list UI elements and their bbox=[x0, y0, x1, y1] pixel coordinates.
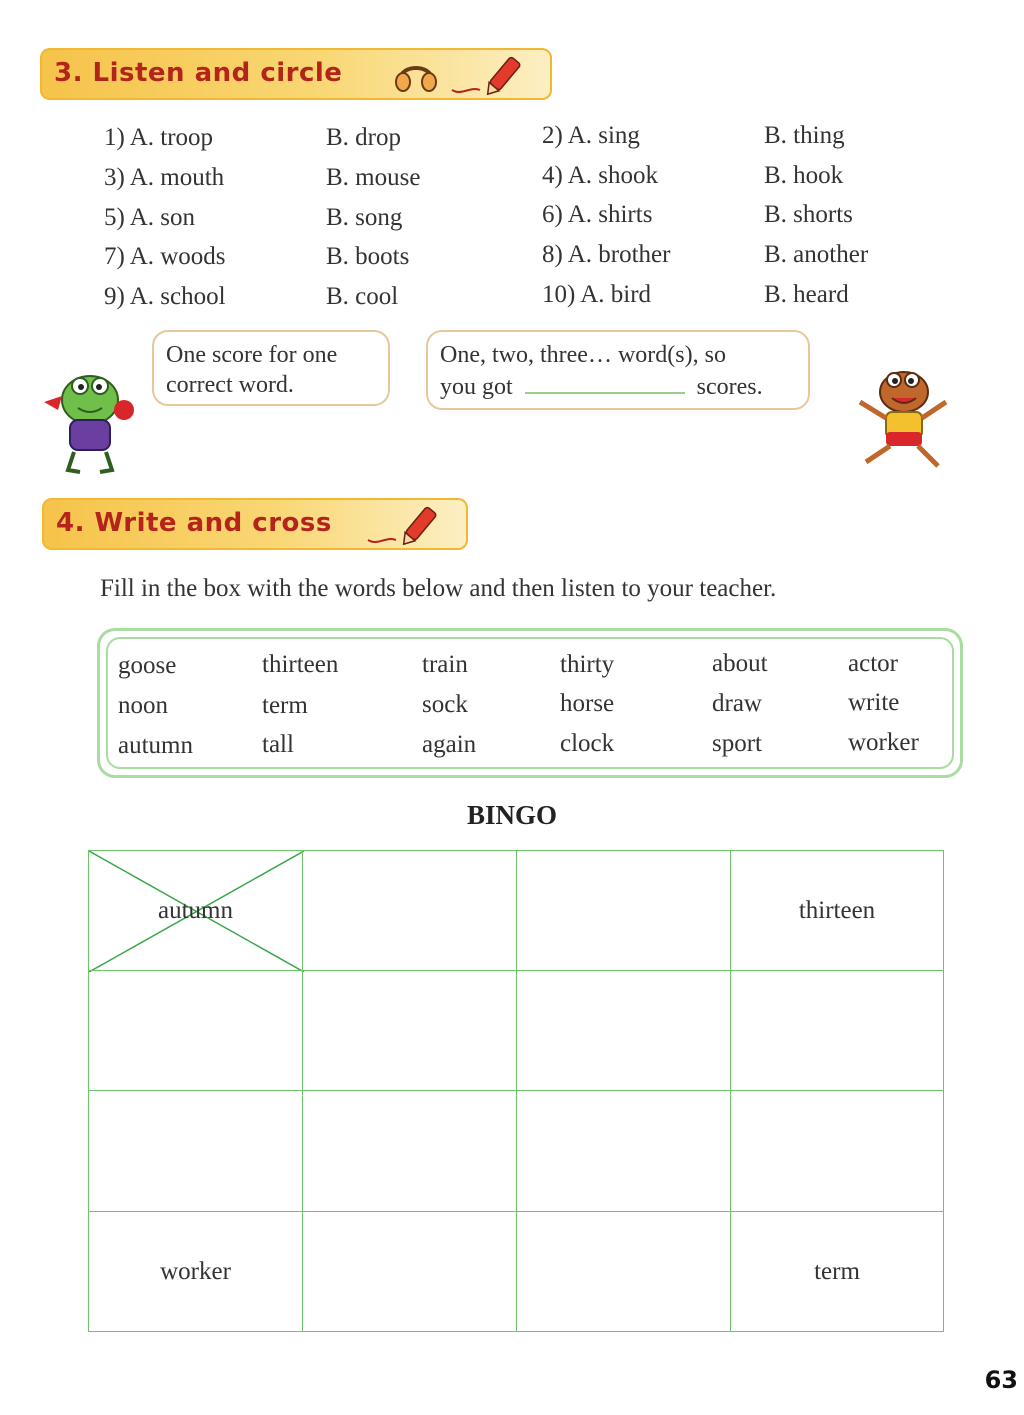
word-item: noon bbox=[118, 692, 168, 719]
word-item: again bbox=[422, 731, 477, 758]
page-number: 63 bbox=[984, 1366, 1018, 1394]
bingo-cell-crossed[interactable] bbox=[88, 850, 303, 971]
score-result-prefix: you got bbox=[440, 374, 513, 400]
bingo-cell[interactable] bbox=[302, 1211, 517, 1332]
section-4-header bbox=[42, 498, 468, 550]
word-item: sport bbox=[712, 730, 762, 757]
list-item: B. thing bbox=[764, 122, 845, 149]
pencil-icon bbox=[364, 500, 444, 548]
pencil-icon bbox=[448, 50, 528, 98]
word-item: clock bbox=[560, 730, 615, 757]
score-result-suffix: scores. bbox=[696, 374, 763, 400]
bingo-cell[interactable] bbox=[516, 1211, 731, 1332]
word-item: autumn bbox=[118, 732, 193, 759]
bingo-cell[interactable] bbox=[516, 850, 731, 971]
bingo-cell[interactable] bbox=[302, 970, 517, 1091]
word-item: worker bbox=[848, 729, 919, 756]
headphones-icon bbox=[392, 54, 440, 96]
word-item: write bbox=[848, 689, 900, 716]
list-item: 4) A. shook bbox=[542, 162, 658, 189]
list-item: 1) A. troop bbox=[104, 124, 214, 151]
list-item: B. cool bbox=[326, 283, 399, 310]
list-item: 3) A. mouth bbox=[104, 164, 225, 191]
word-item: horse bbox=[560, 690, 615, 717]
bingo-cell[interactable] bbox=[516, 1090, 731, 1212]
list-item: 2) A. sing bbox=[542, 122, 640, 149]
list-item: B. another bbox=[764, 241, 869, 268]
bingo-cell[interactable] bbox=[730, 1211, 944, 1332]
bingo-cell-text: thirteen bbox=[798, 896, 876, 924]
bingo-cell[interactable] bbox=[730, 970, 944, 1091]
bingo-cell[interactable] bbox=[302, 850, 517, 971]
word-item: tall bbox=[262, 731, 294, 758]
bingo-cell[interactable] bbox=[516, 970, 731, 1091]
bingo-cell-text: autumn bbox=[158, 896, 233, 924]
frog-mascot-icon bbox=[40, 360, 140, 478]
score-result-bubble bbox=[426, 330, 810, 410]
word-item: term bbox=[262, 692, 308, 719]
list-item: B. heard bbox=[764, 281, 849, 308]
list-item: B. boots bbox=[326, 243, 410, 270]
jumping-frog-icon bbox=[846, 362, 958, 474]
bingo-cell[interactable] bbox=[302, 1090, 517, 1212]
list-item: 8) A. brother bbox=[542, 241, 671, 268]
word-item: goose bbox=[118, 652, 177, 679]
list-item: B. mouse bbox=[326, 164, 421, 191]
word-box bbox=[97, 628, 963, 778]
bingo-cell[interactable] bbox=[88, 1090, 303, 1212]
list-item: B. hook bbox=[764, 162, 844, 189]
list-item: 9) A. school bbox=[104, 283, 226, 310]
bingo-grid bbox=[88, 850, 944, 1332]
score-note-line1: One score for one bbox=[166, 342, 338, 368]
word-item: sock bbox=[422, 691, 468, 718]
section-3-title: 3. Listen and circle bbox=[54, 58, 343, 88]
word-item: actor bbox=[848, 650, 898, 677]
list-item: 5) A. son bbox=[104, 204, 195, 231]
list-item: 7) A. woods bbox=[104, 243, 226, 270]
section-4-title: 4. Write and cross bbox=[56, 508, 332, 538]
bingo-cell[interactable] bbox=[88, 1211, 303, 1332]
score-note-line2: correct word. bbox=[166, 372, 294, 398]
instruction-text: Fill in the box with the words below and then listen to your teacher. bbox=[100, 575, 777, 602]
list-item: 10) A. bird bbox=[542, 281, 652, 308]
list-item: B. song bbox=[326, 204, 403, 231]
bingo-title: BINGO bbox=[466, 800, 558, 830]
score-note-bubble bbox=[152, 330, 390, 406]
bingo-cell-text: worker bbox=[160, 1257, 231, 1285]
list-item: B. drop bbox=[326, 124, 401, 151]
score-result-line2 bbox=[440, 370, 796, 402]
section-3-header bbox=[40, 48, 552, 100]
list-item: 6) A. shirts bbox=[542, 201, 653, 228]
score-result-line1: One, two, three… word(s), so bbox=[440, 342, 726, 368]
word-item: thirteen bbox=[262, 651, 339, 678]
word-item: thirty bbox=[560, 651, 615, 678]
word-item: draw bbox=[712, 690, 762, 717]
list-item: B. shorts bbox=[764, 201, 853, 228]
word-box-inner bbox=[106, 637, 954, 769]
bingo-cell[interactable] bbox=[730, 1090, 944, 1212]
score-answer-blank[interactable] bbox=[525, 370, 685, 394]
bingo-cell[interactable] bbox=[88, 970, 303, 1091]
word-item: about bbox=[712, 650, 768, 677]
bingo-cell-text: term bbox=[814, 1257, 860, 1285]
bingo-cell[interactable] bbox=[730, 850, 944, 971]
word-item: train bbox=[422, 651, 468, 678]
